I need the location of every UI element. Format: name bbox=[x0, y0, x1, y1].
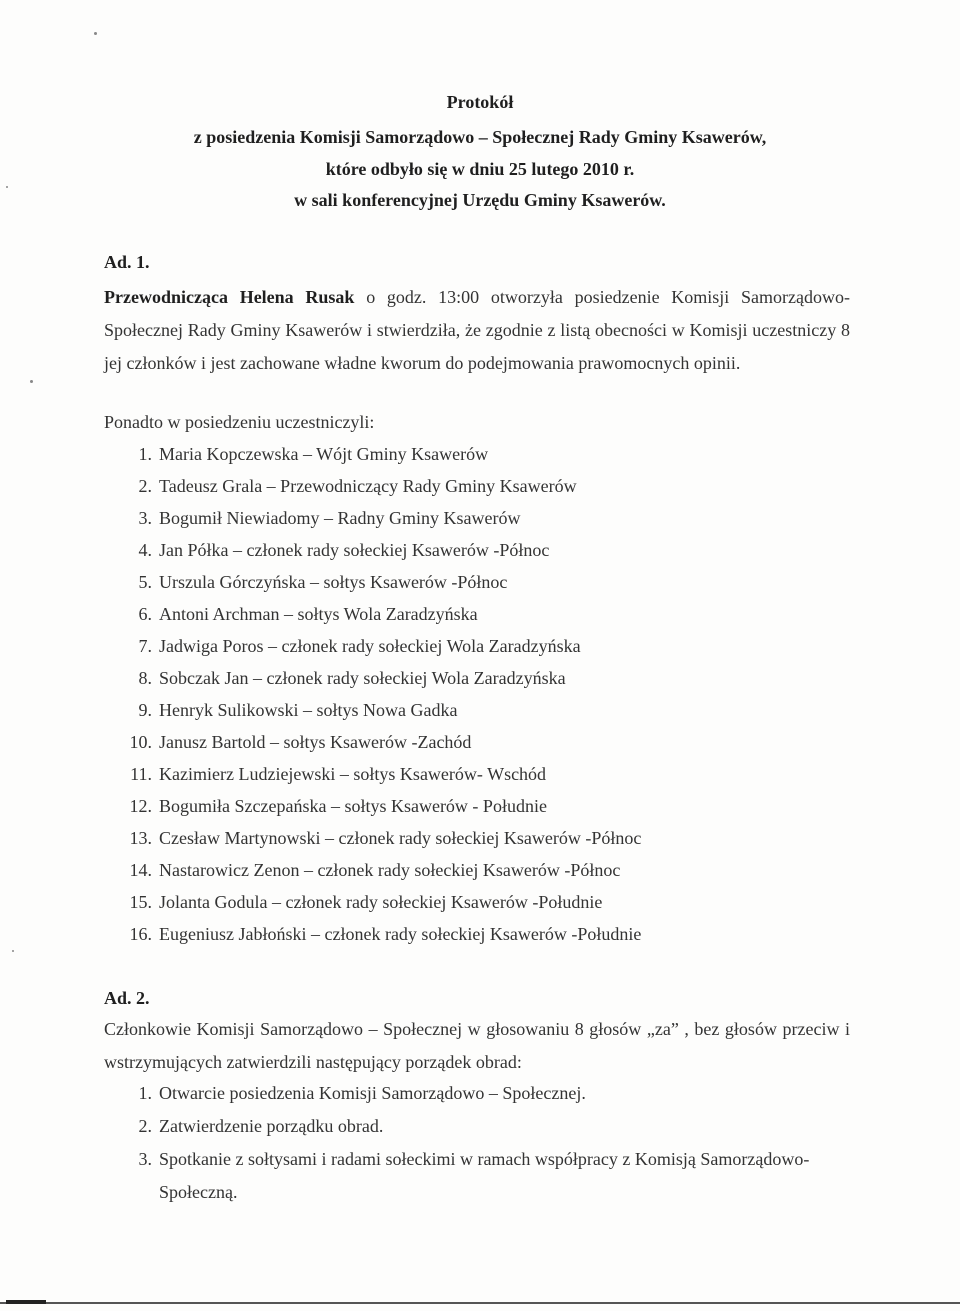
ad1-paragraph bbox=[104, 281, 850, 380]
attendee-item-text: Nastarowicz Zenon – członek rady sołeckiej Ksawerów -Północ bbox=[159, 860, 621, 880]
attendee-item-text: Maria Kopczewska – Wójt Gminy Ksawerów bbox=[159, 444, 489, 464]
attendee-item-number: 10. bbox=[129, 732, 152, 752]
attendee-item-number: 15. bbox=[129, 892, 152, 912]
document-title: Protokół bbox=[446, 92, 514, 112]
agenda-item bbox=[104, 1143, 851, 1209]
attendee-item-text: Tadeusz Grala – Przewodniczący Rady Gminy Ksawerów bbox=[159, 476, 577, 496]
page-bottom-mark bbox=[6, 1300, 46, 1304]
attendee-item bbox=[104, 470, 641, 502]
attendee-item-text: Sobczak Jan – członek rady sołeckiej Wola Zaradzyńska bbox=[159, 668, 566, 688]
attendee-item bbox=[104, 598, 641, 630]
attendee-item bbox=[104, 502, 641, 534]
agenda-item-number: 1. bbox=[138, 1083, 152, 1103]
attendee-item bbox=[104, 854, 641, 886]
attendee-item-number: 9. bbox=[138, 700, 152, 720]
agenda-item bbox=[104, 1077, 851, 1110]
attendee-item-text: Janusz Bartold – sołtys Ksawerów -Zachód bbox=[159, 732, 472, 752]
agenda-item-number: 2. bbox=[138, 1116, 152, 1136]
scan-speck bbox=[30, 380, 33, 383]
document-subtitle-line-2: które odbyło się w dniu 25 lutego 2010 r. bbox=[325, 159, 635, 179]
scan-speck bbox=[6, 186, 8, 188]
ad2-paragraph: Członkowie Komisji Samorządowo – Społecznej w głosowaniu 8 głosów „za” , bez głosów przeciw i wstrzymujących zatwierdzili następujący porządek obrad: bbox=[104, 1019, 850, 1072]
scan-speck bbox=[12, 950, 14, 952]
page-bottom-rule bbox=[0, 1302, 960, 1304]
attendee-item-number: 13. bbox=[129, 828, 152, 848]
attendee-item-number: 5. bbox=[138, 572, 152, 592]
attendee-item-text: Czesław Martynowski – członek rady sołeckiej Ksawerów -Północ bbox=[159, 828, 642, 848]
attendee-item bbox=[104, 822, 641, 854]
attendee-item-number: 1. bbox=[138, 444, 152, 464]
ad1-paragraph-text: o godz. 13:00 otworzyła posiedzenie Komisji Samorządowo-Społecznej Rady Gminy Ksawerów i stwierdziła, że zgodnie z listą obecności w Komisji uczestniczy 8 jej członków i jest zachowane władne kworum do podejmowania prawomocnych opinii. bbox=[104, 287, 851, 373]
attendee-item-number: 6. bbox=[138, 604, 152, 624]
attendee-item bbox=[104, 918, 641, 950]
attendee-item bbox=[104, 726, 641, 758]
attendee-item-number: 2. bbox=[138, 476, 152, 496]
attendee-item-text: Henryk Sulikowski – sołtys Nowa Gadka bbox=[159, 700, 458, 720]
attendees-list bbox=[104, 438, 641, 950]
attendee-item bbox=[104, 438, 641, 470]
agenda-list bbox=[104, 1077, 851, 1209]
attendee-item-number: 11. bbox=[130, 764, 152, 784]
attendee-item bbox=[104, 630, 641, 662]
attendee-item bbox=[104, 694, 641, 726]
attendee-item-text: Jan Półka – członek rady sołeckiej Ksawerów -Północ bbox=[159, 540, 550, 560]
scan-speck bbox=[94, 32, 97, 35]
attendee-item bbox=[104, 758, 641, 790]
attendee-item-text: Kazimierz Ludziejewski – sołtys Ksawerów- Wschód bbox=[159, 764, 547, 784]
attendee-item bbox=[104, 886, 641, 918]
attendee-item-number: 14. bbox=[129, 860, 152, 880]
attendee-item-text: Bogumiła Szczepańska – sołtys Ksawerów - Południe bbox=[159, 796, 547, 816]
attendee-item-number: 7. bbox=[138, 636, 152, 656]
agenda-item-number: 3. bbox=[138, 1149, 152, 1169]
attendee-item-text: Jadwiga Poros – członek rady sołeckiej Wola Zaradzyńska bbox=[159, 636, 581, 656]
attendee-item-number: 8. bbox=[138, 668, 152, 688]
attendee-item bbox=[104, 662, 641, 694]
attendee-item-text: Urszula Górczyńska – sołtys Ksawerów -Północ bbox=[159, 572, 508, 592]
attendee-item-text: Antoni Archman – sołtys Wola Zaradzyńska bbox=[159, 604, 478, 624]
attendee-item bbox=[104, 534, 641, 566]
attendee-item-text: Bogumił Niewiadomy – Radny Gminy Ksawerów bbox=[159, 508, 521, 528]
agenda-item bbox=[104, 1110, 851, 1143]
attendees-intro: Ponadto w posiedzeniu uczestniczyli: bbox=[104, 412, 375, 432]
attendee-item bbox=[104, 566, 641, 598]
document-subtitle-line-1: z posiedzenia Komisji Samorządowo – Społecznej Rady Gminy Ksawerów, bbox=[193, 127, 767, 147]
attendee-item-number: 4. bbox=[138, 540, 152, 560]
agenda-item-text: Otwarcie posiedzenia Komisji Samorządowo – Społecznej. bbox=[159, 1083, 586, 1103]
document-subtitle-line-3: w sali konferencyjnej Urzędu Gminy Ksawerów. bbox=[294, 190, 666, 210]
attendee-item-number: 12. bbox=[129, 796, 152, 816]
section-label-ad1: Ad. 1. bbox=[104, 252, 150, 272]
attendee-item-text: Eugeniusz Jabłoński – członek rady sołeckiej Ksawerów -Południe bbox=[159, 924, 642, 944]
chair-name: Przewodnicząca Helena Rusak bbox=[104, 287, 355, 307]
agenda-item-text: Zatwierdzenie porządku obrad. bbox=[159, 1116, 384, 1136]
attendee-item-text: Jolanta Godula – członek rady sołeckiej Ksawerów -Południe bbox=[159, 892, 603, 912]
attendee-item-number: 3. bbox=[138, 508, 152, 528]
attendee-item-number: 16. bbox=[129, 924, 152, 944]
attendee-item bbox=[104, 790, 641, 822]
section-label-ad2: Ad. 2. bbox=[104, 988, 150, 1008]
agenda-item-text: Spotkanie z sołtysami i radami sołeckimi w ramach współpracy z Komisją Samorządowo-Społeczną. bbox=[159, 1149, 810, 1202]
